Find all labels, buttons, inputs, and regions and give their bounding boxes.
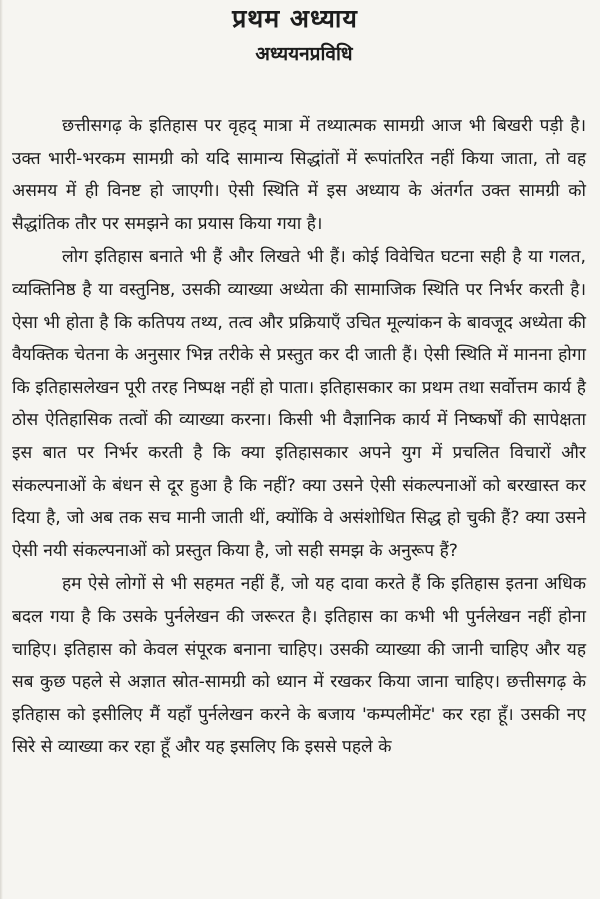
paragraph-1: छत्तीसगढ़ के इतिहास पर वृहद् मात्रा में तथ्यात्मक सामग्री आज भी बिखरी पड़ी है। उक्त भारी-भरकम सामग्री को यदि सामान्य सिद्धांतों में रूपांतरित नहीं किया जाता, तो वह असमय में ही विनष्ट हो जाएगी। ऐसी स्थिति में इस अध्याय के अंतर्गत उक्त सामग्री को सैद्धांतिक तौर पर समझने का प्रयास किया गया है। — [12, 116, 586, 234]
paragraph-2: लोग इतिहास बनाते भी हैं और लिखते भी हैं। कोई विवेचित घटना सही है या गलत, व्यक्तिनिष्ठ है या वस्तुनिष्ठ, उसकी व्याख्या अध्येता की सामाजिक स्थिति पर निर्भर करती है। ऐसा भी होता है कि कतिपय तथ्य, तत्व और प्रक्रियाएँ उचित मूल्यांकन के बावजूद अध्येता की वैयक्तिक चेतना के अनुसार भिन्न तरीके से प्रस्तुत कर दी जाती हैं। ऐसी स्थिति में मानना होगा कि इतिहासलेखन पूरी तरह निष्पक्ष नहीं हो पाता। इतिहासकार का प्रथम तथा सर्वोत्तम कार्य है ठोस ऐतिहासिक तत्वों की व्याख्या करना। किसी भी वैज्ञानिक कार्य में निष्कर्षों की सापेक्षता इस बात पर निर्भर करती है कि क्या इतिहासकार अपने युग में प्रचलित विचारों और संकल्पनाओं के बंधन से दूर हुआ है कि नहीं? क्या उसने ऐसी संकल्पनाओं को बरखास्त कर दिया है, जो अब तक सच मानी जाती थीं, क्योंकि वे असंशोधित सिद्ध हो चुकी हैं? क्या उसने ऐसी नयी संकल्पनाओं को प्रस्तुत किया है, जो सही समझ के अनुरूप हैं? — [12, 247, 586, 561]
section-title: अध्ययनप्रविधि — [255, 43, 353, 65]
body-text — [12, 110, 586, 764]
paragraph-3: हम ऐसे लोगों से भी सहमत नहीं हैं, जो यह दावा करते हैं कि इतिहास इतना अधिक बदल गया है कि उसके पुर्नलेखन की जरूरत है। इतिहास का कभी भी पुर्नलेखन नहीं होना चाहिए। इतिहास को केवल संपूरक बनाना चाहिए। उसकी व्याख्या की जानी चाहिए और यह सब कुछ पहले से अज्ञात स्रोत-सामग्री को ध्यान में रखकर किया जाना चाहिए। छत्तीसगढ़ के इतिहास को इसीलिए मैं यहाँ पुर्नलेखन करने के बजाय 'कम्पलीमेंट' कर रहा हूँ। उसकी नए सिरे से व्याख्या कर रहा हूँ और यह इसलिए कि इससे पहले के — [12, 574, 586, 758]
chapter-title: प्रथम अध्याय — [232, 4, 358, 33]
scan-edge-shadow — [0, 0, 3, 899]
